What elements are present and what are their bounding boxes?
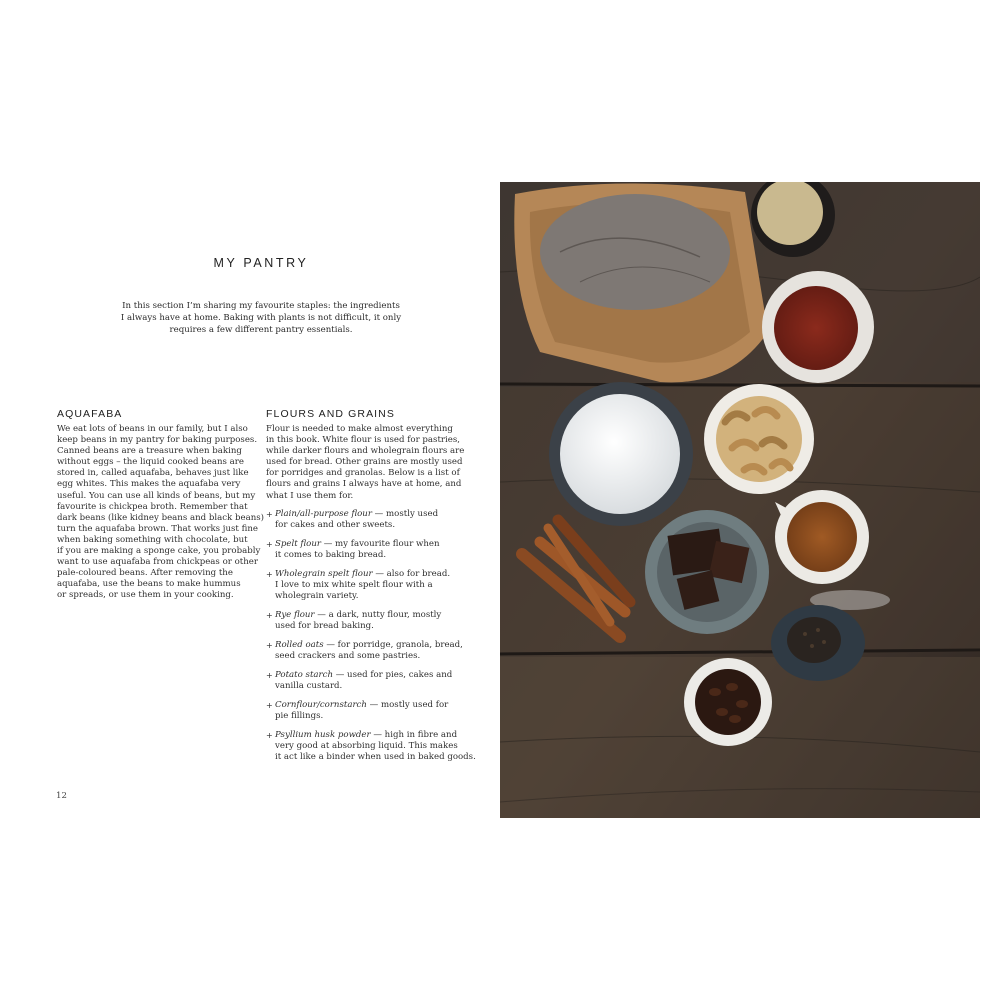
item-description: — for porridge, granola, bread, — [323, 639, 463, 650]
bullet-plus-icon: + — [266, 730, 273, 740]
item-line: it act like a binder when used in baked goods. — [275, 751, 476, 762]
item-description: — also for bread. — [372, 568, 451, 579]
flours-section — [266, 408, 476, 771]
body-line: egg whites. This makes the aquafaba very — [57, 479, 241, 490]
body-line: turn the aquafaba brown. That works just fine — [57, 523, 258, 534]
body-line: want to use aquafaba from chickpeas or other — [57, 557, 258, 568]
item-first-line — [275, 670, 468, 681]
bullet-plus-icon: + — [266, 640, 273, 650]
flour-list-item — [266, 729, 476, 763]
bullet-plus-icon: + — [266, 700, 273, 710]
item-term: Plain/all-purpose flour — [275, 508, 372, 519]
item-term: Rye flour — [275, 609, 315, 620]
item-first-line — [275, 730, 468, 741]
body-line: pale-coloured beans. After removing the — [57, 568, 233, 579]
pantry-photo — [500, 182, 980, 818]
item-line: vanilla custard. — [275, 680, 343, 691]
body-line: used for bread. Other grains are mostly used — [266, 457, 463, 468]
item-term: Psyllium husk powder — [275, 729, 371, 740]
item-description: — used for pies, cakes and — [333, 669, 453, 680]
intro-line: requires a few different pantry essentials. — [169, 325, 353, 336]
flour-list-item — [266, 640, 468, 662]
item-line: it comes to baking bread. — [275, 549, 387, 560]
item-first-line — [275, 640, 468, 651]
item-term: Rolled oats — [275, 639, 324, 650]
item-term: Wholegrain spelt flour — [275, 568, 373, 579]
sugar-bowl — [549, 382, 693, 526]
flours-heading: FLOURS AND GRAINS — [266, 408, 395, 420]
item-line: seed crackers and some pastries. — [275, 650, 421, 661]
body-line: while darker flours and wholegrain flours are — [266, 446, 465, 457]
body-line: dark beans (like kidney beans and black beans) — [57, 512, 265, 523]
aquafaba-section — [57, 408, 265, 602]
flour-list-item — [266, 610, 468, 632]
item-description: — a dark, nutty flour, mostly — [314, 609, 442, 620]
body-line: what I use them for. — [266, 490, 354, 501]
flour-list-item — [266, 539, 468, 561]
plank-seam — [500, 384, 980, 386]
intro-line: I always have at home. Baking with plants is not difficult, it only — [120, 313, 402, 324]
flour-list-item — [266, 509, 468, 531]
item-term: Spelt flour — [275, 538, 321, 549]
flours-body — [266, 424, 468, 502]
bullet-plus-icon: + — [266, 610, 273, 620]
body-line: keep beans in my pantry for baking purposes. — [57, 435, 258, 446]
page-title: MY PANTRY — [213, 256, 309, 270]
bullet-plus-icon: + — [266, 509, 273, 519]
body-line: stored in, called aquafaba, behaves just like — [57, 468, 249, 479]
item-first-line — [275, 569, 468, 580]
body-line: when baking something with chocolate, but — [57, 534, 248, 545]
bullet-plus-icon: + — [266, 539, 273, 549]
body-line: Canned beans are a treasure when baking — [57, 446, 242, 457]
bullet-plus-icon: + — [266, 569, 273, 579]
item-description: — high in fibre and — [370, 729, 458, 740]
flour-bag — [514, 183, 768, 382]
item-description: — mostly used — [371, 508, 439, 519]
aquafaba-body — [57, 424, 265, 602]
item-line: for cakes and other sweets. — [275, 519, 396, 530]
page-number: 12 — [56, 791, 67, 801]
body-line: aquafaba, use the beans to make hummus — [57, 579, 241, 590]
item-term: Potato starch — [275, 669, 333, 680]
cashew-bowl — [704, 384, 814, 494]
chocolate-bowl — [645, 510, 769, 634]
item-line: I love to mix white spelt flour with a — [275, 579, 433, 590]
intro-line: In this section I’m sharing my favourite staples: the ingredients — [122, 301, 400, 311]
flour-list-item — [266, 670, 468, 692]
item-description: — mostly used for — [366, 699, 449, 710]
item-line: very good at absorbing liquid. This makes — [275, 740, 458, 751]
item-line: wholegrain variety. — [275, 590, 359, 601]
pepper-bowl — [771, 605, 865, 681]
item-first-line — [275, 509, 468, 520]
item-line: used for bread baking. — [275, 620, 374, 631]
body-line: or spreads, or use them in your cooking. — [57, 590, 234, 601]
item-first-line — [275, 610, 468, 621]
coffee-bean-bowl — [684, 658, 772, 746]
body-line: for porridges and granolas. Below is a list of — [266, 468, 460, 479]
flour-list-item — [266, 569, 468, 602]
body-line: if you are making a sponge cake, you probably — [57, 546, 261, 557]
flour-list — [266, 508, 476, 763]
flour-list-item — [266, 700, 468, 722]
body-line: flours and grains I always have at home, and — [266, 479, 462, 490]
body-line: useful. You can use all kinds of beans, but my — [57, 490, 256, 501]
body-line: in this book. White flour is used for pastries, — [266, 435, 461, 446]
item-first-line — [275, 700, 468, 711]
item-line: pie fillings. — [275, 710, 324, 721]
item-first-line — [275, 539, 468, 550]
intro-paragraph — [118, 300, 404, 337]
body-line: Flour is needed to make almost everything — [266, 424, 453, 434]
item-term: Cornflour/cornstarch — [275, 699, 367, 710]
bullet-plus-icon: + — [266, 670, 273, 680]
coconut-sugar-bowl — [775, 490, 869, 584]
paprika-bowl — [762, 271, 874, 383]
body-line: favourite is chickpea broth. Remember that — [57, 501, 248, 512]
aquafaba-heading: AQUAFABA — [57, 408, 123, 420]
item-description: — my favourite flour when — [320, 538, 440, 549]
body-line: without eggs – the liquid cooked beans are — [57, 457, 244, 468]
body-line: We eat lots of beans in our family, but I also — [57, 424, 248, 434]
